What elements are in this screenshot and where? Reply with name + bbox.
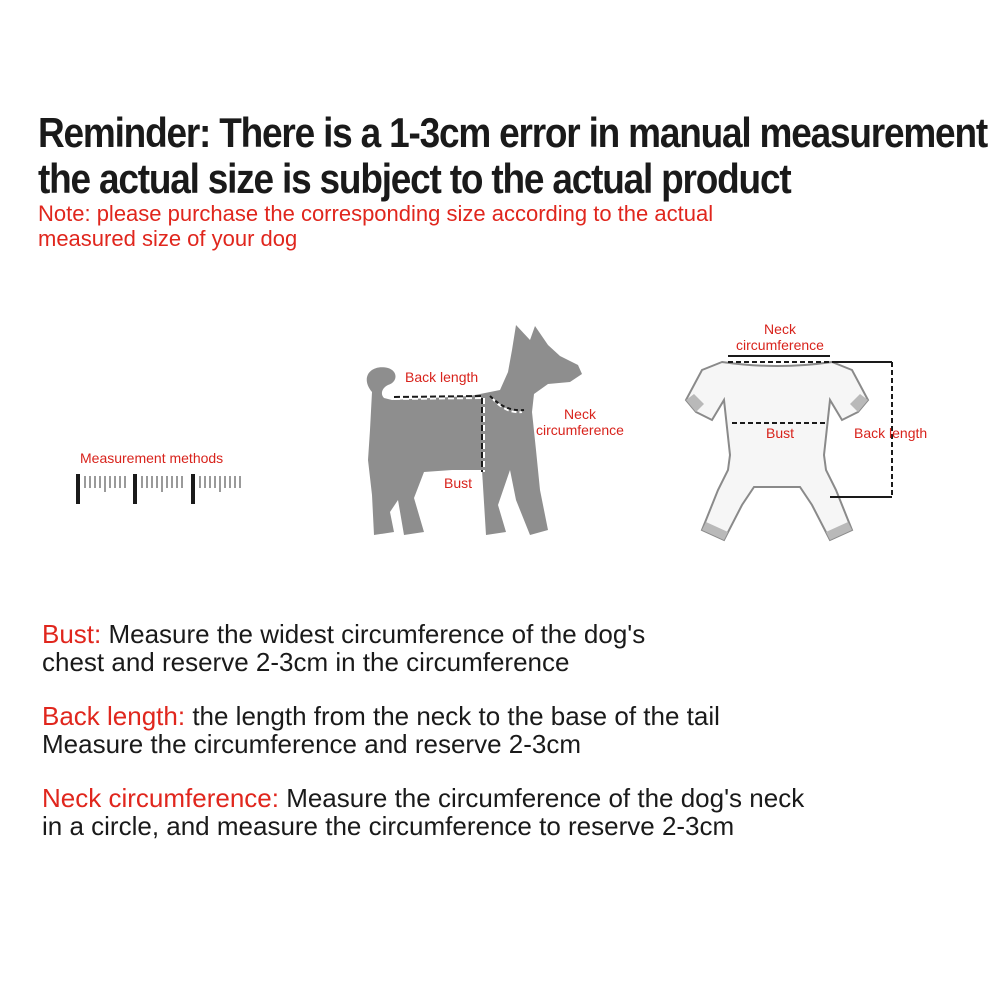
neck-term: Neck circumference: [42,783,279,813]
neck-text-2: in a circle, and measure the circumference to reserve 2-3cm [42,811,735,841]
garment-neck-label-line-1: Neck [764,321,796,337]
bust-term: Bust: [42,619,102,649]
note-line-1: Note: please purchase the corresponding size according to the actual [38,201,714,226]
ruler-icon [76,474,240,504]
dog-neck-label [530,406,630,438]
garment-outline [686,362,868,540]
note-line-2: measured size of your dog [38,226,298,251]
back-length-description [42,702,972,758]
back-length-text-2: Measure the circumference and reserve 2-3cm [42,729,582,759]
neck-text-1: Measure the circumference of the dog's neck [278,783,805,813]
dog-bust-label: Bust [444,475,473,491]
bust-text-1: Measure the widest circumference of the dog's [101,619,646,649]
garment-back-length-label: Back length [854,425,928,441]
dog-neck-label-line-2: circumference [536,422,624,438]
back-length-term: Back length: [42,701,186,731]
garment-bust-label: Bust [766,425,795,441]
garment-neck-label [730,321,830,353]
back-length-text-1: the length from the neck to the base of the tail [185,701,720,731]
dog-back-length-label: Back length [405,369,479,385]
ruler-label: Measurement methods [80,450,224,466]
dog-neck-label-line-1: Neck [564,406,596,422]
reminder-line-1: Reminder: There is a 1-3cm error in manual measurement [38,110,987,156]
bust-text-2: chest and reserve 2-3cm in the circumference [42,647,570,677]
reminder-line-2: the actual size is subject to the actual product [38,155,791,202]
neck-description [42,784,972,840]
bust-description [42,620,972,676]
garment-neck-label-line-2: circumference [736,337,824,353]
